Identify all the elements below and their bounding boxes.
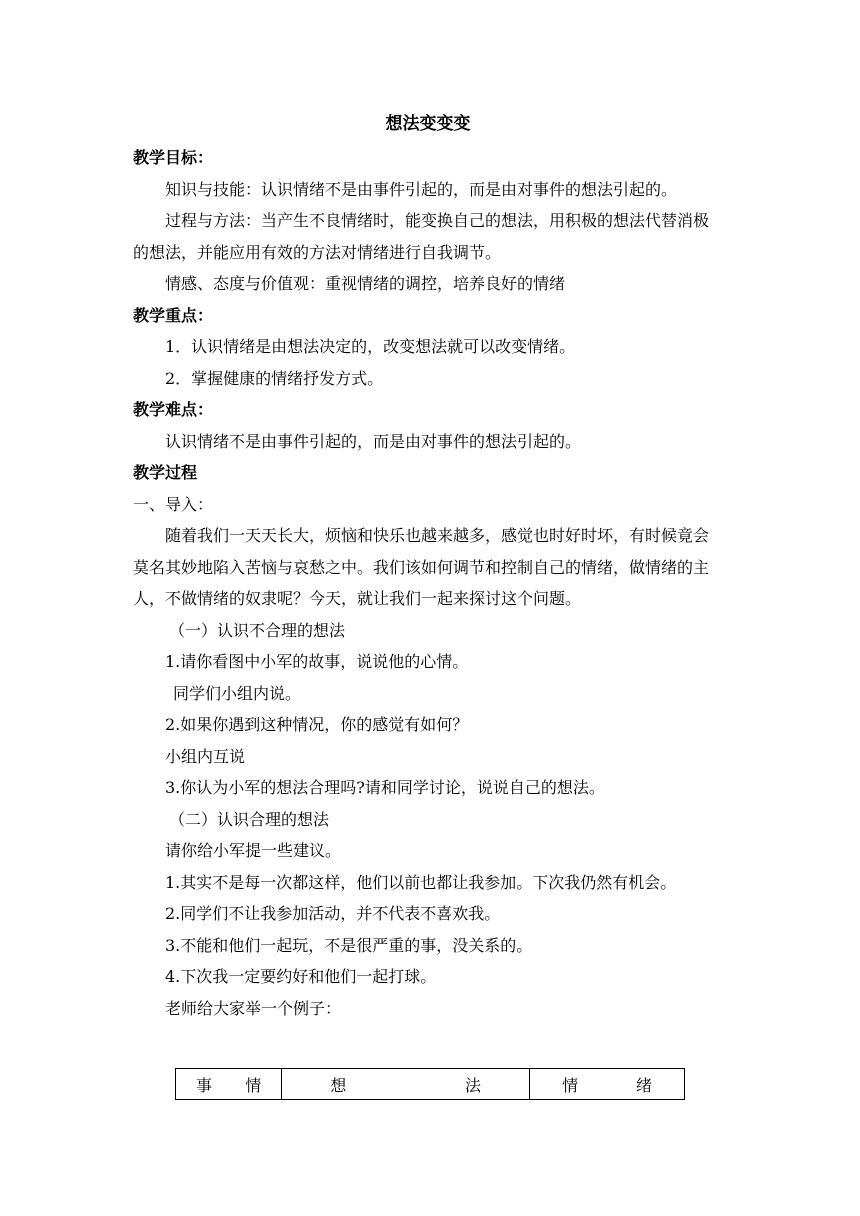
part1-note: 同学们小组内说。 bbox=[173, 683, 302, 703]
part1-note: 小组内互说 bbox=[165, 746, 246, 766]
document-page bbox=[133, 110, 723, 1100]
table-header-row bbox=[176, 1069, 685, 1100]
part1-heading: （一）认识不合理的想法 bbox=[169, 620, 346, 640]
difficulty-heading: 教学难点： bbox=[133, 400, 214, 419]
key-point-item: 1．认识情绪是由想法决定的，改变想法就可以改变情绪。 bbox=[165, 337, 576, 356]
example-table bbox=[175, 1068, 685, 1100]
table-header-cell: 想 法 bbox=[282, 1069, 530, 1100]
objective-attitude: 情感、态度与价值观：重视情绪的调控，培养良好的情绪 bbox=[165, 274, 566, 293]
part2-prompt: 请你给小军提一些建议。 bbox=[165, 841, 342, 860]
intro-heading: 一、导入： bbox=[133, 494, 214, 514]
suggestion-item: 3.不能和他们一起玩，不是很严重的事，没关系的。 bbox=[165, 935, 533, 955]
suggestion-item: 1.其实不是每一次都这样，他们以前也都让我参加。下次我仍然有机会。 bbox=[165, 872, 677, 892]
part1-question: 2.如果你遇到这种情况，你的感觉有如何？ bbox=[165, 715, 469, 734]
suggestion-item: 4.下次我一定要约好和他们一起打球。 bbox=[165, 967, 437, 986]
document-title: 想法变变变 bbox=[385, 114, 471, 134]
example-intro: 老师给大家举一个例子： bbox=[165, 998, 342, 1018]
intro-paragraph: 随着我们一天天长大，烦恼和快乐也越来越多，感觉也时好时坏，有时候竟会莫名其妙地陷入苦恼与哀愁之中。我们该如何调节和控制自己的情绪，做情绪的主人，不做情绪的奴隶呢？今天，就让我们一起来探讨这个问题。 bbox=[133, 526, 710, 608]
table-header-cell: 情 绪 bbox=[530, 1069, 685, 1100]
key-points-heading: 教学重点： bbox=[133, 305, 214, 325]
part1-question: 3.你认为小军的想法合理吗?请和同学讨论，说说自己的想法。 bbox=[165, 778, 605, 797]
table-header-cell: 事 情 bbox=[176, 1069, 282, 1100]
objectives-heading: 教学目标： bbox=[133, 148, 214, 167]
suggestion-item: 2.同学们不让我参加活动，并不代表不喜欢我。 bbox=[165, 904, 501, 923]
key-point-item: 2．掌握健康的情绪抒发方式。 bbox=[165, 368, 384, 388]
objective-knowledge: 知识与技能：认识情绪不是由事件引起的，而是由对事件的想法引起的。 bbox=[165, 179, 678, 199]
part1-question: 1.请你看图中小军的故事，说说他的心情。 bbox=[165, 652, 469, 671]
difficulty-text: 认识情绪不是由事件引起的，而是由对事件的想法引起的。 bbox=[165, 431, 582, 451]
part2-heading: （二）认识合理的想法 bbox=[169, 809, 330, 829]
objective-process: 过程与方法：当产生不良情绪时，能变换自己的想法，用积极的想法代替消极的想法，并能应用有效的方法对情绪进行自我调节。 bbox=[133, 211, 710, 262]
process-heading: 教学过程 bbox=[133, 463, 198, 482]
